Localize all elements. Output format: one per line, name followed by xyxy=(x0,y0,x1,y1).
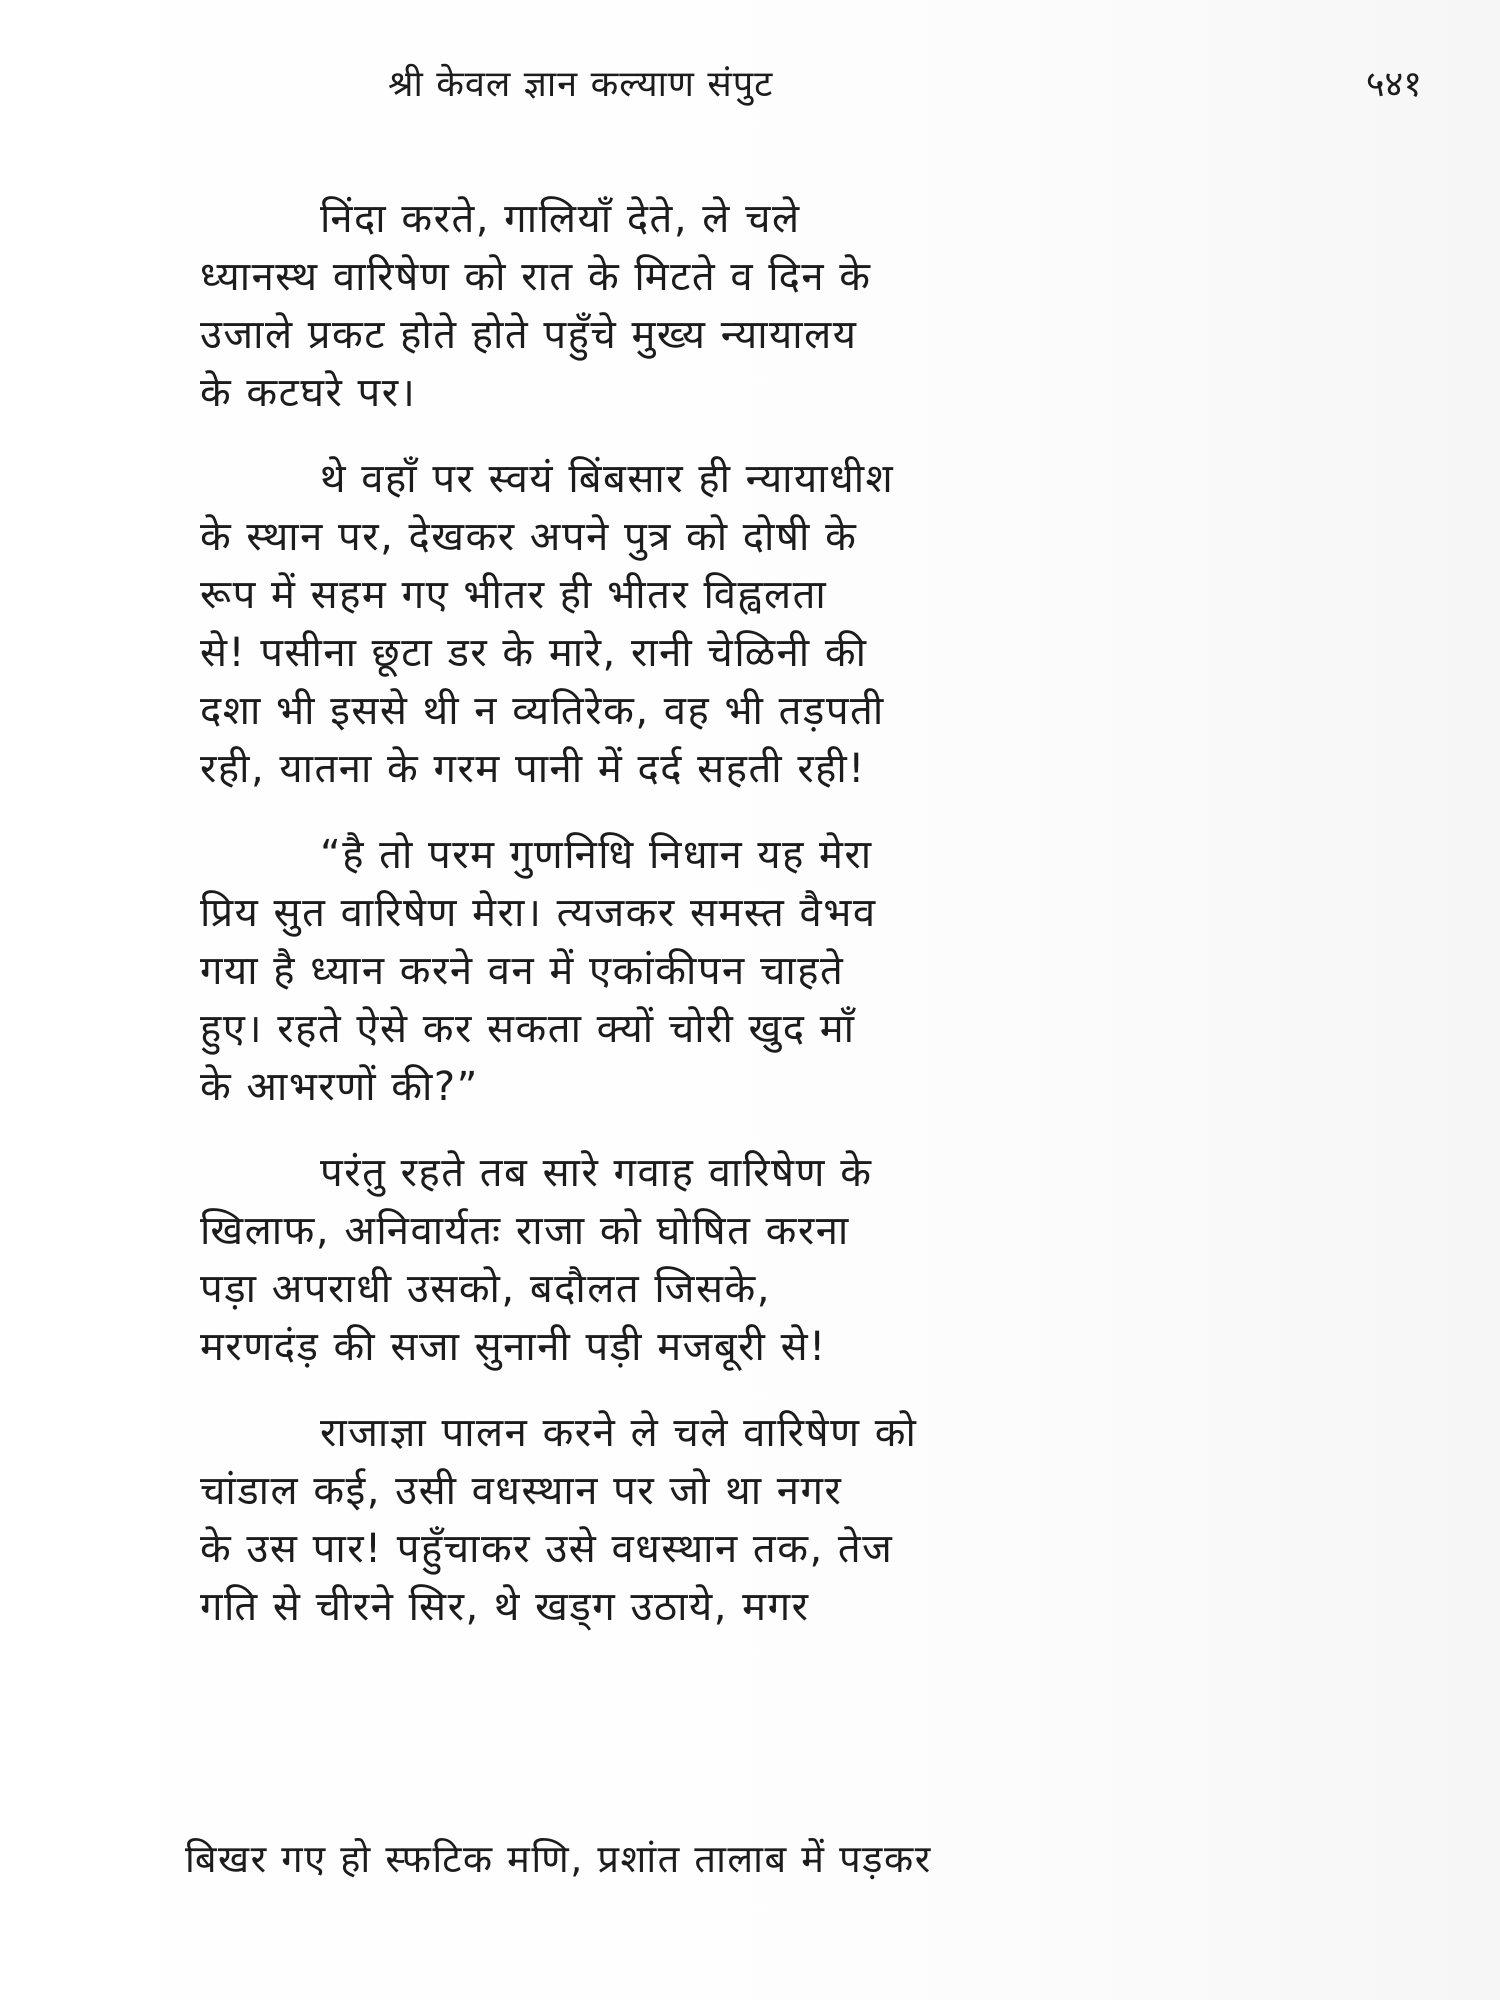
text-line: रूप में सहम गए भीतर ही भीतर विह्वलता xyxy=(200,572,828,618)
paragraph-4 xyxy=(200,1144,1210,1376)
text-line: “है तो परम गुणनिधि निधान यह मेरा xyxy=(320,832,873,878)
paragraph-3 xyxy=(200,826,1210,1116)
text-line: परंतु रहते तब सारे गवाह वारिषेण के xyxy=(320,1150,873,1196)
text-line: के आभरणों की?” xyxy=(200,1064,479,1110)
page-header xyxy=(0,58,1500,118)
page-number: ५४१ xyxy=(1365,64,1422,105)
text-line: चांडाल कई, उसी वधस्थान पर जो था नगर xyxy=(200,1468,843,1514)
text-line: राजाज्ञा पालन करने ले चले वारिषेण को xyxy=(320,1410,918,1456)
text-line: पड़ा अपराधी उसको, बदौलत जिसके, xyxy=(200,1266,771,1312)
footer-line: बिखर गए हो स्फटिक मणि, प्रशांत तालाब में पड़कर xyxy=(185,1837,932,1881)
text-line: दशा भी इससे थी न व्यतिरेक, वह भी तड़पती xyxy=(200,688,885,734)
paragraph-5 xyxy=(200,1404,1210,1636)
running-title: श्री केवल ज्ञान कल्याण संपुट xyxy=(388,64,774,105)
text-line: हुए। रहते ऐसे कर सकता क्यों चोरी खुद माँ xyxy=(200,1006,856,1052)
text-line: गया है ध्यान करने वन में एकांकीपन चाहते xyxy=(200,948,845,994)
text-line: थे वहाँ पर स्वयं बिंबसार ही न्यायाधीश xyxy=(320,456,895,502)
text-line: से! पसीना छूटा डर के मारे, रानी चेळिनी की xyxy=(200,630,868,676)
paragraph-1 xyxy=(200,190,1210,422)
text-line: मरणदंड़ की सजा सुनानी पड़ी मजबूरी से! xyxy=(200,1324,827,1370)
text-line: प्रिय सुत वारिषेण मेरा। त्यजकर समस्त वैभव xyxy=(200,890,877,936)
text-line: निंदा करते, गालियाँ देते, ले चले xyxy=(320,196,801,242)
body-text xyxy=(200,190,1210,1664)
text-line: खिलाफ, अनिवार्यतः राजा को घोषित करना xyxy=(200,1208,850,1254)
text-line: गति से चीरने सिर, थे खड्ग उठाये, मगर xyxy=(200,1584,810,1630)
paragraph-2 xyxy=(200,450,1210,798)
text-line: उजाले प्रकट होते होते पहुँचे मुख्य न्यायालय xyxy=(200,312,858,358)
text-line: रही, यातना के गरम पानी में दर्द सहती रही! xyxy=(200,746,866,792)
text-line: ध्यानस्थ वारिषेण को रात के मिटते व दिन के xyxy=(200,254,872,300)
text-line: के उस पार! पहुँचाकर उसे वधस्थान तक, तेज xyxy=(200,1526,894,1572)
text-line: के स्थान पर, देखकर अपने पुत्र को दोषी के xyxy=(200,514,858,560)
text-line: के कटघरे पर। xyxy=(200,370,417,416)
